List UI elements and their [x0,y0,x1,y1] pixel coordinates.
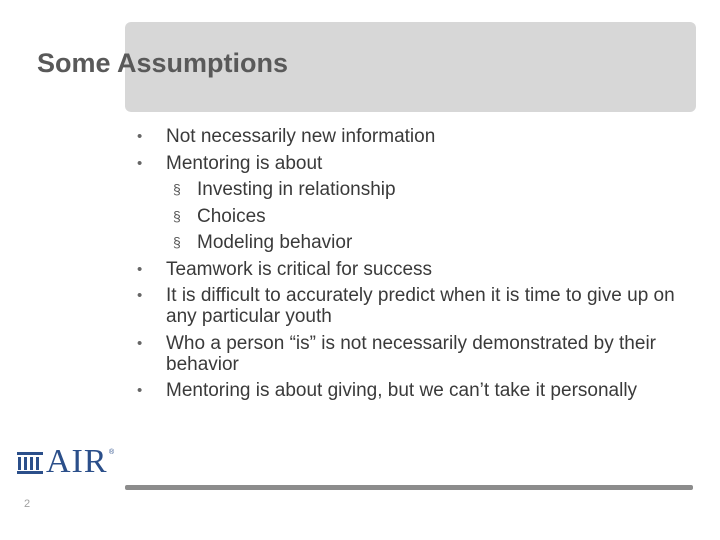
bullet-item [137,285,697,327]
bullet-item [137,153,697,174]
bullet-text: Not necessarily new information [166,126,436,147]
bullet-text: Mentoring is about [166,152,323,174]
bullet-marker: • [137,287,143,304]
sub-bullet-marker: § [173,234,181,250]
bullet-item [137,259,697,280]
bullet-marker: • [137,154,143,172]
bullet-item [137,126,697,147]
bullet-marker: • [137,334,143,352]
page-number: 2 [24,498,31,510]
sub-bullet-text: Investing in relationship [197,179,396,200]
logo-text: AIR [46,443,108,480]
sub-bullet-item [137,179,697,200]
bullet-marker: • [137,382,143,399]
bullet-marker: • [137,128,143,145]
bullet-text: Who a person “is” is not necessarily demonstrated by their behavior [166,332,656,375]
bullet-text: Teamwork is critical for success [166,258,433,280]
bullet-text: Mentoring is about giving, but we can’t take it personally [166,380,638,401]
sub-bullet-text: Modeling behavior [197,232,353,253]
sub-bullet-item [137,206,697,227]
air-logo [17,443,117,480]
sub-bullet-item [137,232,697,253]
sub-bullet-marker: § [173,207,181,224]
bullet-item [137,333,697,375]
bullet-marker: • [137,260,143,278]
bullet-text: It is difficult to accurately predict when it is time to give up on any particular youth [166,285,675,327]
bullet-list [137,126,697,407]
logo-trademark: ® [109,449,115,456]
footer-divider [125,485,693,490]
sub-bullet-text: Choices [197,205,266,227]
slide-title: Some Assumptions [37,48,289,78]
building-columns-icon [17,452,43,474]
bullet-item [137,380,697,401]
sub-bullet-marker: § [173,181,181,197]
